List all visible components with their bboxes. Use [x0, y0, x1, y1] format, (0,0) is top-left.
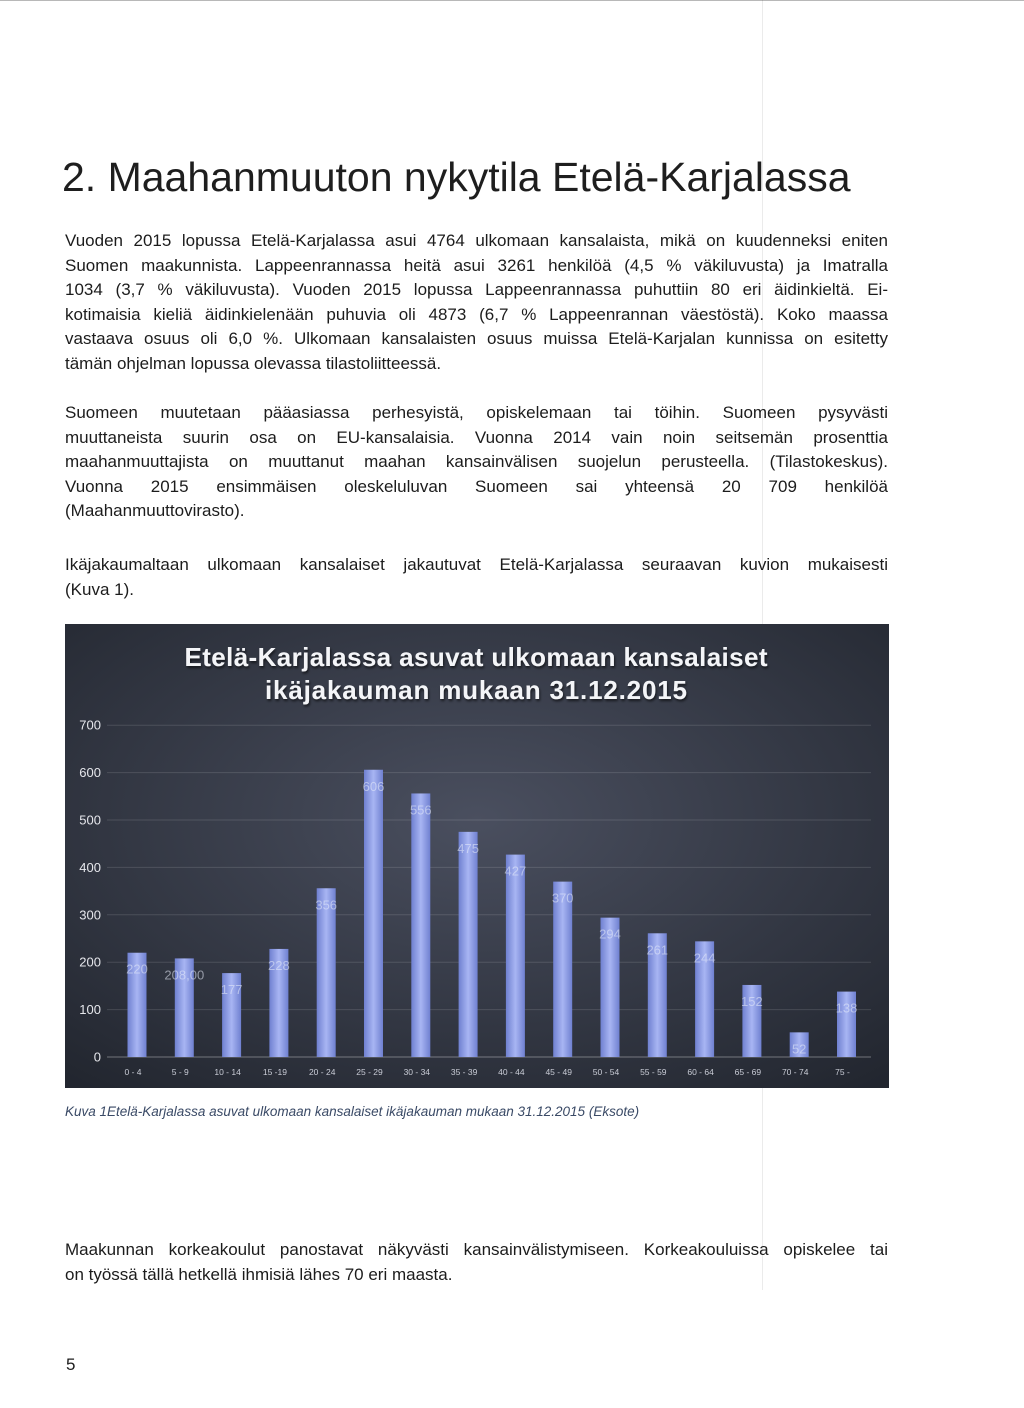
bar [506, 855, 525, 1057]
x-axis-category-label: 25 - 29 [356, 1067, 383, 1077]
x-axis-category-label: 30 - 34 [403, 1067, 431, 1077]
paragraph-residents [65, 229, 888, 376]
paragraph-migration-reasons [65, 401, 888, 524]
data-label: 152 [741, 993, 763, 1009]
x-axis-category-label: 55 - 59 [640, 1067, 667, 1077]
x-axis-category-label: 50 - 54 [592, 1067, 620, 1077]
paragraph-line: 1034 (3,7 % väkiluvusta). Vuoden 2015 lopussa Lappeenrannassa puhuttiin 80 eri äidinkieltä. Ei- [65, 280, 888, 299]
x-axis-category-label: 65 - 69 [734, 1067, 762, 1077]
scan-edge-line [0, 0, 1024, 1]
x-axis-category-label: 35 - 39 [450, 1067, 478, 1077]
y-axis-tick-label: 300 [79, 907, 101, 923]
bar [364, 770, 383, 1057]
data-label: 244 [693, 950, 716, 966]
paragraph-line: kotimaisia kieliä äidinkielenään puhuvia oli 4873 (6,7 % Lappeenrannan väestöstä). Koko maassa [65, 304, 888, 324]
y-axis-tick-label: 700 [79, 717, 101, 733]
data-label: 138 [835, 1000, 858, 1016]
y-axis-tick-label: 500 [79, 812, 101, 828]
x-axis-category-label: 20 - 24 [308, 1067, 336, 1077]
bar [459, 832, 478, 1057]
data-label: 177 [220, 982, 243, 998]
chart-title-line-1: Etelä-Karjalassa asuvat ulkomaan kansalaiset [184, 642, 768, 672]
data-label: 208,00 [164, 967, 205, 983]
data-label: 220 [126, 961, 148, 977]
paragraph-age-distribution [65, 553, 888, 602]
chart-canvas [65, 624, 889, 1088]
paragraph-line: Ikäjakaumaltaan ulkomaan kansalaiset jakautuvat Etelä-Karjalassa seuraavan kuvion mukaisesti [65, 555, 888, 574]
y-axis-tick-label: 100 [79, 1002, 101, 1018]
data-label: 606 [362, 778, 385, 794]
y-axis-tick-label: 0 [93, 1049, 101, 1065]
data-label: 356 [315, 897, 338, 913]
paragraph-line: Vuonna 2015 ensimmäisen oleskeluluvan Suomeen sai yhteensä 20 709 henkilöä [65, 476, 888, 496]
paragraph-line: Suomen maakunnista. Lappeenrannassa heitä asui 3261 henkilöä (4,5 % väkiluvusta) ja Imatralla [65, 255, 888, 275]
data-label: 370 [551, 890, 574, 906]
x-axis-category-label: 0 - 4 [124, 1067, 142, 1077]
x-axis-category-label: 60 - 64 [687, 1067, 714, 1077]
page-number: 5 [66, 1355, 76, 1374]
data-label: 261 [646, 942, 669, 958]
data-label: 556 [409, 802, 432, 818]
paragraph-line: maahanmuuttajista on muuttanut maahan kansainvälisen suojelun perusteella. (Tilastokeskus). [65, 452, 888, 471]
data-label: 475 [457, 840, 479, 856]
paragraph-universities [65, 1238, 888, 1287]
x-axis-category-label: 40 - 44 [498, 1067, 525, 1077]
chart-title-line-2: ikäjakauman mukaan 31.12.2015 [265, 675, 687, 705]
bar [317, 888, 336, 1057]
section-heading: 2. Maahanmuuton nykytila Etelä-Karjalassa [62, 154, 851, 200]
x-axis-category-label: 70 - 74 [781, 1067, 809, 1077]
x-axis-category-label: 45 - 49 [545, 1067, 572, 1077]
paragraph-line: muuttaneista suurin osa on EU-kansalaisia. Vuonna 2014 vain noin seitsemän prosenttia [65, 427, 888, 447]
paragraph-line: tämän ohjelman lopussa olevassa tilastoliitteessä. [65, 353, 442, 373]
x-axis-category-label: 75 - [835, 1067, 850, 1077]
data-label: 228 [268, 957, 290, 973]
bar [553, 882, 572, 1057]
paragraph-line: Vuoden 2015 lopussa Etelä-Karjalassa asui 4764 ulkomaan kansalaista, mikä on kuudenneksi eniten [65, 231, 888, 250]
paragraph-line: Maakunnan korkeakoulut panostavat näkyvästi kansainvälistymiseen. Korkeakouluissa opiskelee tai [65, 1240, 888, 1259]
data-label: 52 [791, 1041, 807, 1057]
paragraph-line: (Maahanmuuttovirasto). [65, 501, 245, 520]
age-distribution-chart [65, 624, 889, 1088]
figure-caption: Kuva 1Etelä-Karjalassa asuvat ulkomaan kansalaiset ikäjakauman mukaan 31.12.2015 (Eksote) [65, 1104, 640, 1119]
x-axis-category-label: 5 - 9 [171, 1067, 189, 1077]
x-axis-category-label: 15 -19 [262, 1067, 287, 1077]
bar [411, 793, 430, 1057]
paragraph-line: vastaava osuus oli 6,0 %. Ulkomaan kansalaisten osuus muissa Etelä-Karjalan kunnissa on esitetty [65, 329, 888, 348]
y-axis-tick-label: 200 [79, 954, 101, 970]
paragraph-line: on työssä tällä hetkellä ihmisiä lähes 70 eri maasta. [65, 1264, 453, 1284]
data-label: 294 [599, 926, 621, 942]
y-axis-tick-label: 600 [79, 765, 101, 781]
paragraph-line: Suomeen muutetaan pääasiassa perhesyistä, opiskelemaan tai töihin. Suomeen pysyvästi [65, 403, 888, 422]
y-axis-tick-label: 400 [79, 859, 101, 875]
x-axis-category-label: 10 - 14 [214, 1067, 241, 1077]
data-label: 427 [504, 863, 527, 879]
paragraph-line: (Kuva 1). [65, 579, 134, 599]
